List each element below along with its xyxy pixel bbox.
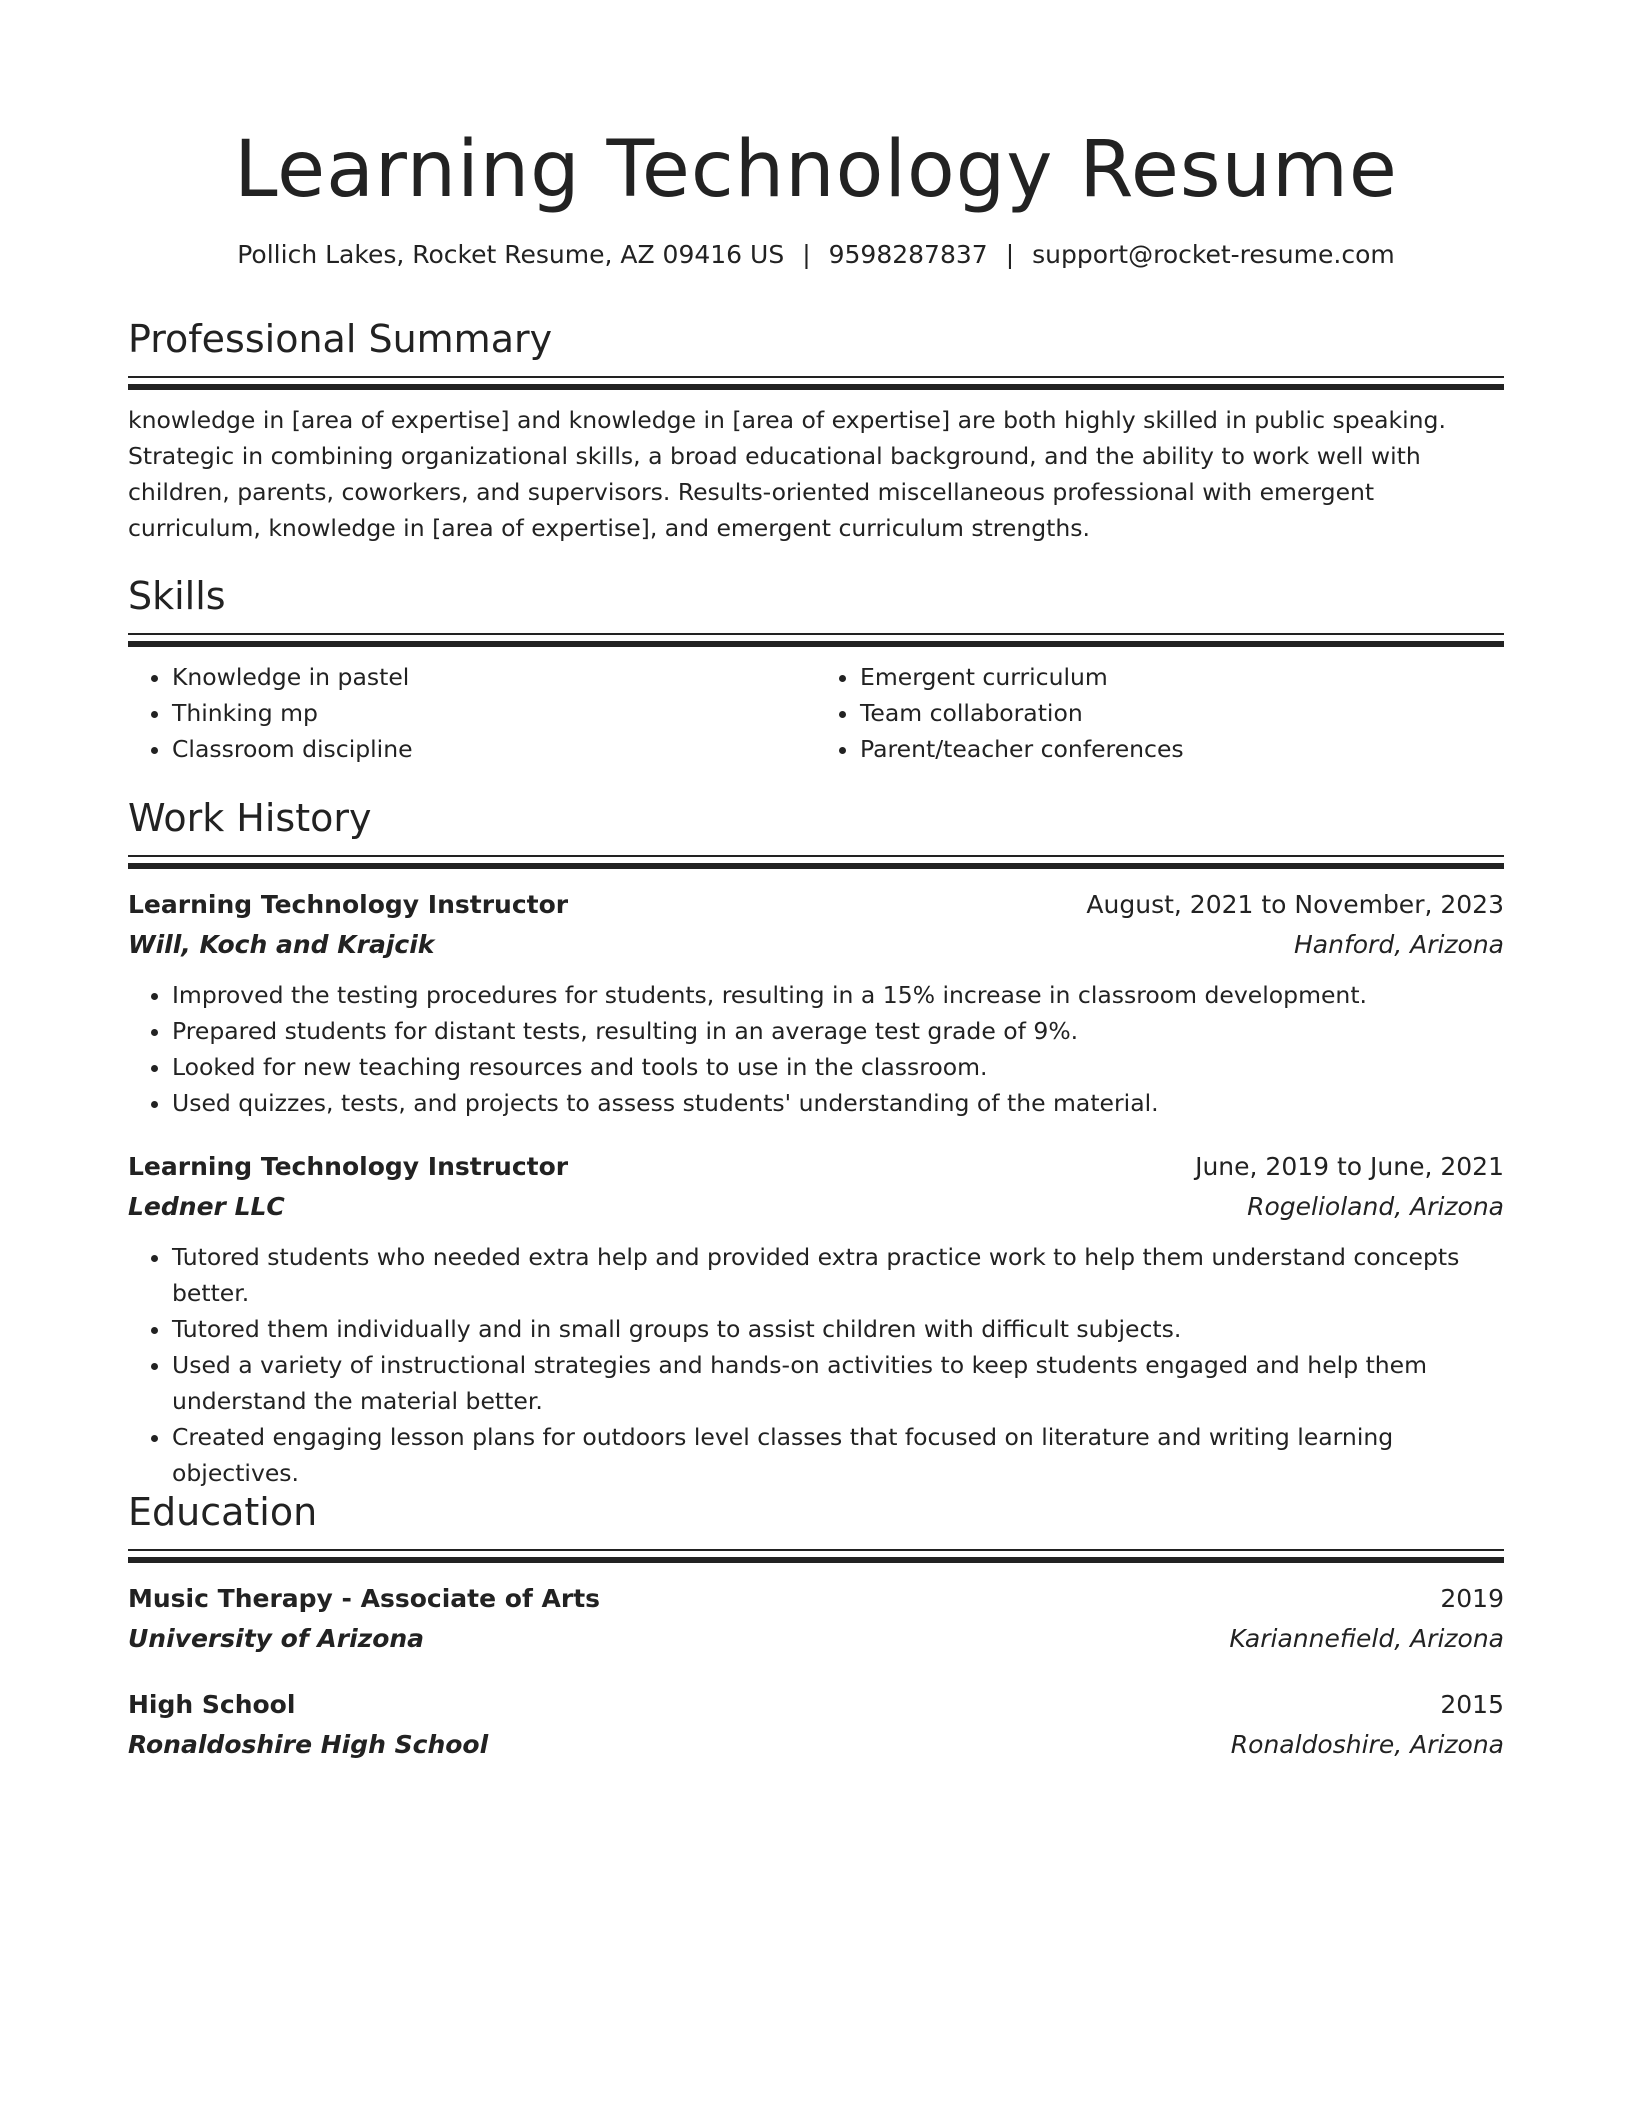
skill-item: • Thinking mp [172, 695, 816, 731]
job-bullets [128, 1239, 1504, 1491]
education-year: 2019 [1440, 1584, 1504, 1613]
job-entry [128, 887, 1504, 1121]
resume-name: Learning Technology Resume [234, 125, 1398, 215]
skills-columns [128, 659, 1504, 767]
job-entry [128, 1149, 1504, 1491]
job-company: Ledner LLC [128, 1192, 285, 1221]
education-subheader [128, 1621, 1504, 1657]
skill-item: • Team collaboration [860, 695, 1504, 731]
job-bullet: • Tutored students who needed extra help and provided extra practice work to help them understand concepts better. [172, 1239, 1504, 1311]
job-subheader [128, 927, 1504, 963]
job-bullet: • Prepared students for distant tests, resulting in an average test grade of 9%. [172, 1013, 1504, 1049]
contact-address: Pollich Lakes, Rocket Resume, AZ 09416 US [237, 240, 785, 269]
skills-right-list [816, 659, 1504, 767]
contact-line [128, 238, 1504, 272]
job-company: Will, Koch and Krajcik [128, 930, 435, 959]
skill-item: • Emergent curriculum [860, 659, 1504, 695]
summary-section [128, 316, 1504, 546]
resume-page [128, 0, 1504, 1759]
job-title: Learning Technology Instructor [128, 1152, 569, 1181]
contact-email: support@rocket-resume.com [1032, 240, 1395, 269]
skill-item: • Knowledge in pastel [172, 659, 816, 695]
section-title-education: Education [128, 1490, 318, 1534]
job-bullets [128, 977, 1504, 1121]
job-dates: June, 2019 to June, 2021 [1195, 1152, 1504, 1181]
skills-section [128, 573, 1504, 767]
section-divider [128, 376, 1504, 392]
skills-left-list [128, 659, 816, 767]
job-header [128, 1149, 1504, 1185]
education-year: 2015 [1440, 1690, 1504, 1719]
contact-separator: | [802, 240, 811, 269]
section-divider [128, 1549, 1504, 1565]
job-dates: August, 2021 to November, 2023 [1086, 890, 1504, 919]
skill-item: • Classroom discipline [172, 731, 816, 767]
section-title-summary: Professional Summary [128, 317, 553, 361]
section-divider [128, 633, 1504, 649]
section-divider [128, 855, 1504, 871]
education-location: Kariannefield, Arizona [1229, 1624, 1504, 1653]
skill-item: • Parent/teacher conferences [860, 731, 1504, 767]
job-subheader [128, 1189, 1504, 1225]
job-bullet: • Looked for new teaching resources and tools to use in the classroom. [172, 1049, 1504, 1085]
job-bullet: • Improved the testing procedures for students, resulting in a 15% increase in classroom development. [172, 977, 1504, 1013]
contact-separator: | [1005, 240, 1015, 269]
education-location: Ronaldoshire, Arizona [1230, 1730, 1504, 1759]
section-title-work: Work History [128, 796, 372, 840]
education-school: University of Arizona [128, 1624, 425, 1653]
education-entry [128, 1581, 1504, 1657]
education-degree: Music Therapy - Associate of Arts [128, 1584, 601, 1613]
job-title: Learning Technology Instructor [128, 890, 569, 919]
job-location: Hanford, Arizona [1293, 930, 1504, 959]
job-bullet: • Tutored them individually and in small groups to assist children with difficult subjects. [172, 1311, 1504, 1347]
section-title-skills: Skills [128, 574, 226, 618]
contact-phone: 9598287837 [828, 240, 988, 269]
summary-text: knowledge in [area of expertise] and knowledge in [area of expertise] are both highly skilled in public speaking. Strategic in combining organizational skills, a broad educational background, and the ability to work well with children, parents, coworkers, and supervisors. Results-oriented miscellaneous professional with emergent curriculum, knowledge in [area of expertise], and emergent curriculum strengths. [128, 406, 1446, 542]
job-bullet: • Created engaging lesson plans for outdoors level classes that focused on literature and writing learning objectives. [172, 1419, 1504, 1491]
education-entry [128, 1687, 1504, 1763]
job-location: Rogelioland, Arizona [1247, 1192, 1504, 1221]
education-section [128, 1489, 1504, 1763]
education-header [128, 1687, 1504, 1723]
job-header [128, 887, 1504, 923]
job-bullet: • Used quizzes, tests, and projects to assess students' understanding of the material. [172, 1085, 1504, 1121]
education-school: Ronaldoshire High School [128, 1730, 489, 1759]
education-header [128, 1581, 1504, 1617]
education-subheader [128, 1727, 1504, 1763]
work-section [128, 795, 1504, 1491]
education-degree: High School [128, 1690, 296, 1719]
job-bullet: • Used a variety of instructional strategies and hands-on activities to keep students engaged and help them understand the material better. [172, 1347, 1504, 1419]
